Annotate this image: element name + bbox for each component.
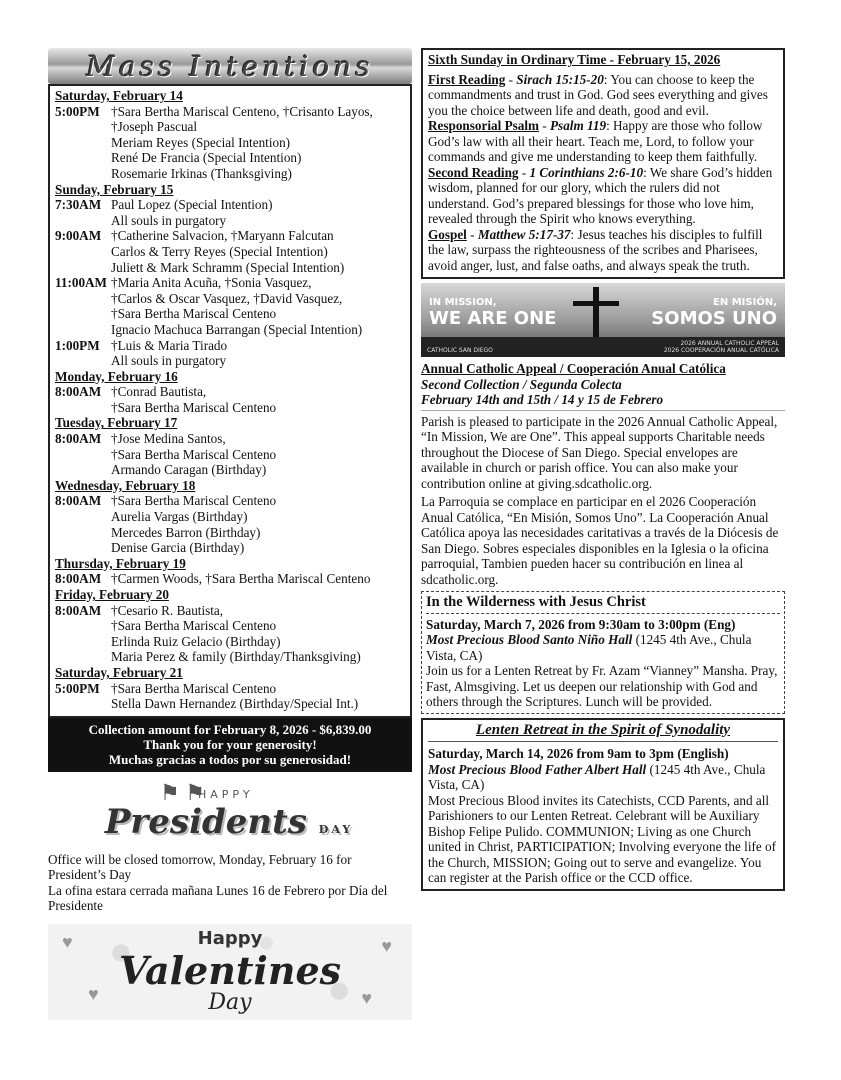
mass-intention-names [111,384,406,415]
mass-entry [55,275,406,337]
mass-time: 9:00AM [55,228,102,244]
reading-item [428,118,778,165]
mass-intention-names [111,275,406,337]
appeal-body [421,410,785,588]
reading-text: : Jesus teaches his disciples to fulfill the law, surpass the righteousness of the scribes and Pharisees, avoid anger, lust, and false oaths, and always speak the truth. [428,226,763,273]
mass-entry [55,493,406,555]
appeal-subtitle-2: February 14th and 15th / 14 y 15 de Febrero [421,392,664,407]
mass-intention-name: Carlos & Terry Reyes (Special Intention) [111,243,328,259]
mass-intentions-list [48,84,412,718]
appeal-image-sub1: 2026 ANNUAL CATHOLIC APPEAL [680,340,779,347]
mass-time: 8:00AM [55,493,102,509]
mass-intention-names [111,104,406,182]
mass-entry [55,338,406,369]
presidents-word [54,802,404,842]
mass-entry [55,571,406,587]
reading-separator: - [539,118,550,133]
valentines-day: Day [208,989,252,1015]
mass-intention-name: Aurelia Vargas (Birthday) [111,509,248,525]
valentines-happy: Happy [197,927,263,949]
mass-intention-names [111,603,406,665]
mass-time: 7:30AM [55,197,102,213]
left-column [48,48,412,1020]
mass-intention-names [111,431,406,478]
mass-time: 8:00AM [55,384,102,400]
appeal-image-right-small: EN MISIÓN, [713,297,777,308]
reading-label: First Reading [428,71,506,87]
reading-reference: Sirach 15:15-20 [516,71,604,87]
mass-intention-name: †Joseph Pascual [111,119,198,135]
reading-label: Gospel [428,226,467,242]
mass-intention-name: Paul Lopez (Special Intention) [111,197,273,213]
mass-day-heading: Sunday, February 15 [55,181,174,197]
mass-intention-names [111,681,406,712]
mass-day-heading: Wednesday, February 18 [55,477,196,493]
mass-intention-name: Ignacio Machuca Barrangan (Special Intention) [111,321,363,337]
appeal-image [421,283,785,357]
reading-text: : You can choose to keep the commandments and trust in God. God sees everything and gives you the choice between life and death, good and evil. [428,71,768,118]
appeal-image-left [429,297,556,329]
diocese-logo: CATHOLIC SAN DIEGO [427,347,493,354]
mass-intention-name: †Luis & Maria Tirado [111,337,228,353]
wilderness-when: Saturday, March 7, 2026 from 9:30am to 3:00pm (Eng) [426,616,736,632]
wilderness-where: Most Precious Blood Santo Niño Hall [426,632,633,647]
appeal-title: Annual Catholic Appeal / Cooperación Anual Católica [421,361,726,376]
mass-intention-name: †Sara Bertha Mariscal Centeno [111,399,277,415]
mass-intention-name: Erlinda Ruiz Gelacio (Birthday) [111,633,281,649]
mass-day-heading: Saturday, February 21 [55,664,183,680]
mass-intention-names [111,338,406,369]
readings-title: Sixth Sunday in Ordinary Time - February 15, 2026 [428,52,721,67]
mass-day-heading: Monday, February 16 [55,368,178,384]
mass-intention-name: Rosemarie Irkinas (Thanksgiving) [111,165,292,181]
heart-icon: ♥ [62,931,73,952]
mass-day-heading: Friday, February 20 [55,587,169,602]
valentines-graphic [48,924,412,1020]
mass-intentions-banner-text: Mass Intentions [86,49,374,83]
reading-reference: Psalm 119 [550,118,607,133]
mass-intention-name: †Carmen Woods, †Sara Bertha Mariscal Centeno [111,571,371,587]
mass-intention-name: Denise Garcia (Birthday) [111,540,245,556]
mass-entry [55,228,406,275]
mass-intention-names [111,571,406,587]
mass-intention-name: †Jose Medina Santos, [111,431,226,447]
mass-intention-name: †Maria Anita Acuña, †Sonia Vasquez, [111,275,312,291]
right-column [421,48,785,891]
collection-thanks-en: Thank you for your generosity! [143,736,317,752]
presidents-day-text: DAY [318,822,354,836]
mass-intention-name: †Sara Bertha Mariscal Centeno [111,680,277,696]
wilderness-body: Join us for a Lenten Retreat by Fr. Azam “Vianney” Mansha. Pray, Fast, Almsgiving. Let us deepen our relationship with God and others through the Scriptures. Lunch will be provided. [426,663,778,709]
reading-text: : We share God’s hidden wisdom, planned for our glory, which the rulers did not understand. God’s prepared blessings for those who love him, revealed through the Spirit who knows everything. [428,164,773,226]
cross-icon [593,287,599,343]
mass-entry [55,104,406,182]
appeal-image-sub2: 2026 COOPERACIÓN ANUAL CATÓLICA [663,347,779,354]
mass-intentions-banner [48,48,412,84]
mass-intention-name: Meriam Reyes (Special Intention) [111,134,291,150]
appeal-subtitle-1: Second Collection / Segunda Colecta [421,376,622,392]
mass-day-heading: Tuesday, February 17 [55,415,178,431]
mass-intention-name: †Sara Bertha Mariscal Centeno [111,493,277,509]
wilderness-address: (1245 4th Ave., Chula Vista, CA) [426,632,752,663]
mass-intention-names [111,197,406,228]
mass-intention-name: Juliett & Mark Schramm (Special Intention) [111,259,345,275]
office-closed-es: La ofina estara cerrada mañana Lunes 16 de Febrero por Día del Presidente [48,882,388,914]
mass-intention-name: René De Francia (Special Intention) [111,150,302,166]
reading-item [428,165,778,227]
reading-reference: 1 Corinthians 2:6-10 [529,164,644,180]
reading-separator: - [518,164,530,180]
mass-intention-name: †Sara Bertha Mariscal Centeno [111,306,277,322]
appeal-section [421,361,785,587]
collection-amount: Collection amount for February 8, 2026 - $6,839.00 [88,721,372,737]
mass-intention-name: Armando Caragan (Birthday) [111,462,267,478]
office-closed-notice [48,852,412,914]
reading-label: Responsorial Psalm [428,118,539,133]
mass-intention-name: Stella Dawn Hernandez (Birthday/Special Int.) [111,696,359,712]
wilderness-location [426,632,780,663]
heart-icon: ♥ [88,983,99,1004]
mass-entry [55,197,406,228]
appeal-body-es: La Parroquia se complace en participar en el 2026 Cooperación Anual Católica, “En Misión, Somos Uno”. La Cooperación Anual Católica apoya las necesidades caritativas a través de la Diócesis de San Diego. Sobres especiales disponibles en la Iglesia o la oficina parroquial, Tambien pueden hacer su contribución en linea al sdcatholic.org. [421,494,779,587]
mass-intention-name: Mercedes Barron (Birthday) [111,524,261,540]
mass-entry [55,681,406,712]
reading-separator: - [505,71,517,87]
mass-day-heading: Thursday, February 19 [55,555,186,571]
mass-time: 5:00PM [55,103,100,119]
mass-time: 1:00PM [55,337,100,353]
mass-intention-name: †Cesario R. Bautista, [111,602,224,618]
reading-reference: Matthew 5:17-37 [477,226,571,242]
appeal-image-right-big: SOMOS UNO [651,308,777,329]
retreat-body: Most Precious Blood invites its Catechists, CCD Parents, and all Parishioners to our Lenten Retreat. Celebrant will be Auxiliary Bishop Felipe Pulido. COMMUNION; Living as one Church united in Christ, PARTICIPATION; Involving everyone the life of the Church, MISSION; Going out to serve and evangelize. You can register at the Parish office or the CCD office. [428,792,777,885]
mass-intention-name: †Sara Bertha Mariscal Centeno [111,618,277,634]
mass-entry [55,603,406,665]
mass-intention-name: †Sara Bertha Mariscal Centeno, †Crisanto Layos, [111,103,373,119]
mass-intention-name: †Catherine Salvacion, †Maryann Falcutan [111,228,334,244]
wilderness-box [421,591,785,714]
mass-intention-name: All souls in purgatory [111,212,227,228]
heart-icon: ♥ [361,987,372,1008]
mass-intention-names [111,228,406,275]
mass-intention-names [111,493,406,555]
reading-text: : Happy are those who follow God’s law with all their heart. Teach me, Lord, to follow your commands and give me understanding to keep them faithfully. [428,118,763,164]
readings-list [428,72,778,274]
retreat-box [421,718,785,891]
retreat-title: Lenten Retreat in the Spirit of Synodality [428,723,778,743]
appeal-body-en: Parish is pleased to participate in the 2026 Annual Catholic Appeal, “In Mission, We are One”. This appeal supports Charitable needs throughout the Diocese of San Diego. Special envelopes are available in church or parish office. You can also make your contribution online at giving.sdcatholic.org. [421,413,778,491]
mass-intention-name: Maria Perez & family (Birthday/Thanksgiving) [111,649,361,665]
mass-time: 5:00PM [55,680,100,696]
mass-entry [55,384,406,415]
collection-banner [48,718,412,772]
presidents-happy-text: HAPPY [198,787,254,801]
mass-intention-name: †Sara Bertha Mariscal Centeno [111,446,277,462]
reading-separator: - [466,226,478,242]
collection-thanks-es: Muchas gracias a todos por su generosidad! [108,751,352,767]
retreat-address: (1245 4th Ave., Chula Vista, CA) [428,761,766,792]
appeal-image-left-big: WE ARE ONE [429,308,557,329]
retreat-when: Saturday, March 14, 2026 from 9am to 3pm (English) [428,746,729,761]
appeal-image-sub [664,340,779,354]
mass-day-heading: Saturday, February 14 [55,88,183,103]
mass-time: 8:00AM [55,571,102,587]
readings-box [421,48,785,279]
mass-intention-name: All souls in purgatory [111,353,227,369]
mass-time: 11:00AM [55,275,108,291]
mass-intention-name: †Conrad Bautista, [111,384,207,400]
valentines-word: Valentines [118,947,342,993]
mass-time: 8:00AM [55,602,102,618]
heart-icon: ♥ [381,935,392,956]
office-closed-en: Office will be closed tomorrow, Monday, February 16 for President’s Day [48,851,352,883]
presidents-day-graphic [48,780,412,844]
reading-item [428,227,778,274]
mass-intention-name: †Carlos & Oscar Vasquez, †David Vasquez, [111,290,343,306]
retreat-location [428,762,778,793]
presidents-word-text: Presidents [104,801,307,842]
retreat-where: Most Precious Blood Father Albert Hall [428,761,647,777]
appeal-image-left-small: IN MISSION, [429,297,497,308]
reading-item [428,72,778,119]
flags-icon: ⚑ ⚑ [160,779,205,805]
reading-label: Second Reading [428,164,519,180]
mass-entry [55,431,406,478]
mass-time: 8:00AM [55,431,102,447]
appeal-image-right [651,297,777,329]
wilderness-title: In the Wilderness with Jesus Christ [426,595,780,614]
